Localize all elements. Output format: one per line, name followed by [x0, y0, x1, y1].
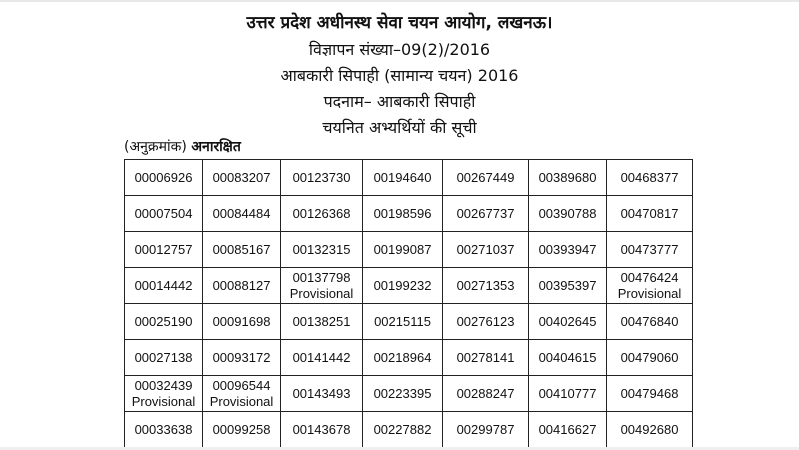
- table-cell: [203, 376, 281, 412]
- roll-number: 00389680: [538, 169, 597, 185]
- roll-number: 00025190: [134, 313, 193, 329]
- table-cell: [443, 196, 529, 232]
- roll-number: 00390788: [538, 205, 597, 221]
- table-cell: [529, 232, 607, 268]
- table-cell: [363, 268, 443, 304]
- roll-number: 00479060: [620, 349, 679, 365]
- table-cell: [443, 268, 529, 304]
- roll-number: 00271037: [456, 241, 515, 257]
- roll-number: 00199087: [373, 241, 432, 257]
- roll-number: 00007504: [134, 205, 193, 221]
- table-cell: [443, 412, 529, 448]
- category-name: अनारक्षित: [191, 139, 241, 155]
- roll-number: 00088127: [212, 277, 271, 293]
- roll-number: 00395397: [538, 277, 597, 293]
- table-cell: [203, 232, 281, 268]
- roll-number: 00033638: [134, 421, 193, 437]
- roll-number: 00012757: [134, 241, 193, 257]
- table-cell: [281, 376, 363, 412]
- roll-number: 00218964: [373, 349, 432, 365]
- category-prefix: (अनुक्रमांक): [124, 139, 187, 155]
- roll-number: 00199232: [373, 277, 432, 293]
- table-row: [125, 232, 693, 268]
- roll-number: 00141442: [292, 349, 351, 365]
- roll-number: 00137798: [292, 269, 351, 285]
- roll-number: 00032439: [134, 377, 193, 393]
- roll-number: 00123730: [292, 169, 351, 185]
- scan-edge-top: [0, 0, 799, 2]
- table-cell: [607, 340, 693, 376]
- roll-number: 00410777: [538, 385, 597, 401]
- table-cell: [607, 412, 693, 448]
- table-cell: [125, 196, 203, 232]
- table-row: [125, 376, 693, 412]
- roll-number: 00126368: [292, 205, 351, 221]
- roll-number: 00223395: [373, 385, 432, 401]
- table-cell: [363, 304, 443, 340]
- table-cell: [125, 232, 203, 268]
- roll-number: 00267737: [456, 205, 515, 221]
- table-cell: [281, 412, 363, 448]
- provisional-tag: Provisional: [617, 285, 682, 301]
- table-cell: [363, 160, 443, 196]
- exam-name: आबकारी सिपाही (सामान्य चयन) 2016: [280, 66, 519, 85]
- table-cell: [529, 160, 607, 196]
- table-cell: [443, 232, 529, 268]
- roll-number: 00271353: [456, 277, 515, 293]
- roll-number: 00470817: [620, 205, 679, 221]
- advertisement-number: विज्ञापन संख्या–09(2)/2016: [308, 40, 491, 59]
- roll-number: 00416627: [538, 421, 597, 437]
- table-cell: [203, 268, 281, 304]
- table-cell: [203, 340, 281, 376]
- post-name: पदनाम– आबकारी सिपाही: [323, 92, 476, 111]
- commission-title: उत्तर प्रदेश अधीनस्थ सेवा चयन आयोग, लखनऊ।: [246, 13, 553, 33]
- roll-number: 00267449: [456, 169, 515, 185]
- table-cell: [607, 160, 693, 196]
- table-row: [125, 304, 693, 340]
- table-cell: [281, 340, 363, 376]
- table-cell: [203, 304, 281, 340]
- table-cell: [443, 304, 529, 340]
- table-cell: [125, 304, 203, 340]
- table-cell: [125, 340, 203, 376]
- roll-number: 00194640: [373, 169, 432, 185]
- table-cell: [203, 160, 281, 196]
- table-cell: [281, 160, 363, 196]
- table-cell: [203, 196, 281, 232]
- roll-number-table: [124, 159, 693, 448]
- table-cell: [607, 196, 693, 232]
- provisional-tag: Provisional: [209, 393, 274, 409]
- roll-number: 00132315: [292, 241, 351, 257]
- table-cell: [529, 376, 607, 412]
- table-cell: [125, 376, 203, 412]
- roll-number: 00299787: [456, 421, 515, 437]
- table-cell: [443, 160, 529, 196]
- table-row: [125, 412, 693, 448]
- table-row: [125, 160, 693, 196]
- table-cell: [607, 376, 693, 412]
- table-cell: [281, 268, 363, 304]
- table-cell: [529, 268, 607, 304]
- table-cell: [607, 304, 693, 340]
- roll-number: 00093172: [212, 349, 271, 365]
- table-row: [125, 268, 693, 304]
- provisional-tag: Provisional: [289, 285, 354, 301]
- roll-number: 00215115: [374, 313, 431, 329]
- roll-number: 00479468: [620, 385, 679, 401]
- roll-number: 00143493: [292, 385, 351, 401]
- roll-number: 00476424: [620, 269, 679, 285]
- category-label: [124, 137, 241, 156]
- table-cell: [125, 412, 203, 448]
- roll-number: 00138251: [292, 313, 351, 329]
- roll-number: 00227882: [373, 421, 432, 437]
- roll-number: 00096544: [212, 377, 271, 393]
- list-title: चयनित अभ्यर्थियों की सूची: [322, 118, 477, 137]
- table-cell: [363, 232, 443, 268]
- roll-number: 00402645: [538, 313, 597, 329]
- table-cell: [363, 376, 443, 412]
- provisional-tag: Provisional: [131, 393, 196, 409]
- roll-number: 00276123: [456, 313, 515, 329]
- roll-number: 00393947: [538, 241, 597, 257]
- table-cell: [529, 196, 607, 232]
- roll-number: 00006926: [134, 169, 193, 185]
- table-cell: [281, 232, 363, 268]
- table-row: [125, 340, 693, 376]
- table-cell: [529, 412, 607, 448]
- roll-number: 00091698: [212, 313, 271, 329]
- table-cell: [281, 304, 363, 340]
- table-cell: [125, 160, 203, 196]
- roll-number: 00084484: [212, 205, 271, 221]
- roll-number: 00198596: [373, 205, 432, 221]
- roll-number: 00476840: [620, 313, 679, 329]
- roll-number: 00085167: [212, 241, 271, 257]
- table-cell: [529, 340, 607, 376]
- table-cell: [607, 232, 693, 268]
- table-cell: [363, 412, 443, 448]
- roll-number: 00099258: [212, 421, 271, 437]
- roll-number: 00083207: [212, 169, 271, 185]
- table-row: [125, 196, 693, 232]
- table-cell: [281, 196, 363, 232]
- table-cell: [607, 268, 693, 304]
- table-cell: [363, 340, 443, 376]
- table-cell: [203, 412, 281, 448]
- table-cell: [363, 196, 443, 232]
- table-cell: [443, 376, 529, 412]
- table-cell: [443, 340, 529, 376]
- roll-number: 00027138: [134, 349, 193, 365]
- roll-number: 00143678: [292, 421, 351, 437]
- table-cell: [529, 304, 607, 340]
- table-cell: [125, 268, 203, 304]
- roll-number: 00492680: [620, 421, 679, 437]
- roll-number: 00014442: [134, 277, 193, 293]
- roll-number: 00288247: [456, 385, 515, 401]
- roll-number: 00404615: [538, 349, 597, 365]
- roll-number: 00468377: [620, 169, 679, 185]
- roll-number: 00473777: [620, 241, 679, 257]
- roll-number: 00278141: [456, 349, 515, 365]
